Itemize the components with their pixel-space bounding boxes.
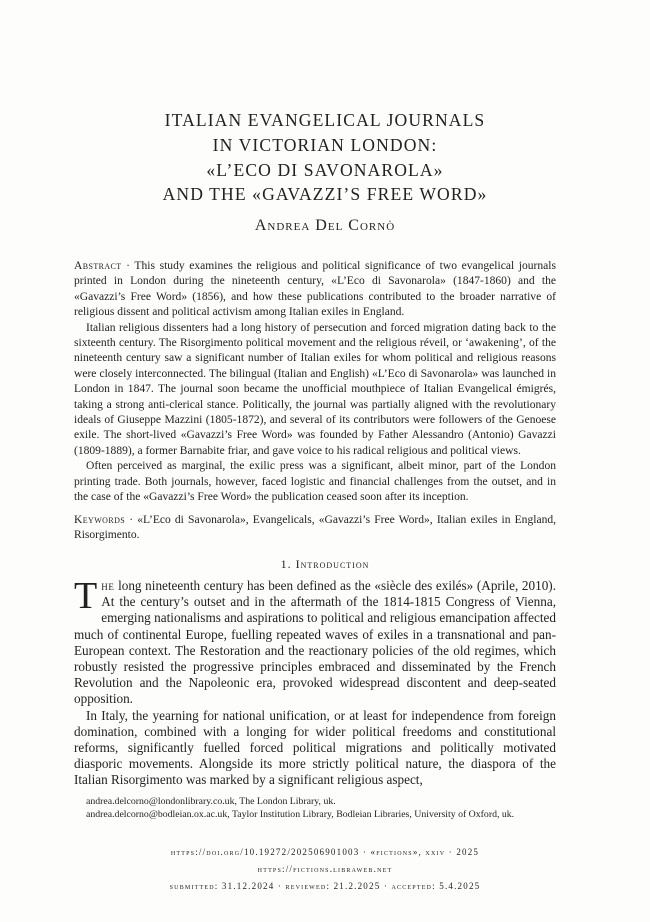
body-paragraph: long nineteenth century has been defined as the «siècle des exilés» (Aprile, 2010). At the century’s outset and in the aftermath of the 1814-1815 Congress of Vienna, emerging nationalisms and aspirations to political and religious emancipation affected much of continental Europe, fuelling repeated waves of exiles in a transnational and pan-European context. The Restoration and the reactionary policies of the old regimes, which robustly resisted the progressive principles embraced and disseminated by the French Revolution and the Napoleonic era, provoked widespread discontent and deep-seated opposition. (74, 578, 556, 707)
submission-dates: submitted: 31.12.2024 · reviewed: 21.2.2025 · accepted: 5.4.2025 (169, 881, 481, 891)
abstract (74, 259, 556, 506)
keywords-text: · «L’Eco di Savonarola», Evangelicals, «Gavazzi’s Free Word», Italian exiles in England, Risorgimento. (74, 514, 556, 542)
body-paragraph: In Italy, the yearning for national unification, or at least for independence from foreign domination, combined with a longing for wider political freedoms and constitutional reforms, significantly fuelled forced political migrations and politically motivated diasporic movements. Alongside its more strictly political nature, the diaspora of the Italian Risorgimento was marked by a significant religious aspect, (74, 707, 556, 788)
title-line: «L’ECO DI SAVONAROLA» (206, 159, 444, 180)
drop-cap: T (74, 575, 98, 617)
abstract-paragraph: Italian religious dissenters had a long history of persecution and forced migration dating back to the sixteenth century. The Risorgimento political movement and the religious réveil, or ‘awakening’, of the nineteenth century saw a significant number of Italian exiles for whom political and religious reasons were closely interconnected. The bilingual (Italian and English) «L’Eco di Savonarola» was launched in London in 1847. The journal soon became the unofficial mouthpiece of Italian Evangelical émigrés, taking a strong anti-clerical stance. Politically, the journal was partially aligned with the revolutionary ideals of Giuseppe Mazzini (1805-1872), and several of its contributors were followers of the Genoese exile. The short-lived «Gavazzi’s Free Word» was founded by Father Alessandro (Antonio) Gavazzi (1809-1889), a former Barnabite friar, and gave voice to his radical religious and political views. (74, 321, 556, 457)
keywords-label: Keywords (74, 514, 126, 526)
title-line: ITALIAN EVANGELICAL JOURNALS (164, 110, 486, 130)
note-line: andrea.delcorno@bodleian.ox.ac.uk, Taylor Institution Library, Bodleian Libraries, University of Oxford, uk. (86, 809, 515, 820)
author-name: Andrea Del Cornò (254, 217, 396, 234)
title-line: IN VICTORIAN LONDON: (212, 134, 438, 155)
journal-url: https://fictions.libraweb.net (257, 864, 393, 874)
keywords (74, 513, 556, 544)
note-line: andrea.delcorno@londonlibrary.co.uk, The London Library, uk. (86, 796, 336, 807)
abstract-label: Abstract (74, 260, 122, 272)
abstract-paragraph: Often perceived as marginal, the exilic press was a significant, albeit minor, part of the London printing trade. Both journals, however, faced logistic and financial challenges from the outset, and in the case of the «Gavazzi’s Free Word» the publication ceased soon after its inception. (74, 460, 556, 504)
introduction-body (74, 575, 556, 789)
affiliation-notes (74, 795, 556, 821)
section-heading: 1. Introduction (280, 557, 370, 571)
title-line: AND THE «GAVAZZI’S FREE WORD» (162, 184, 488, 205)
article-title (0, 108, 650, 207)
lead-word: he (101, 578, 115, 593)
doi-line: https://doi.org/10.19272/202506901003 · «fictions», xxiv · 2025 (170, 847, 480, 857)
abstract-paragraph: · This study examines the religious and political significance of two evangelical journals printed in London during the nineteenth century, «L’Eco di Savonarola» (1847-1860) and the «Gavazzi’s Free Word» (1856), and how these publications contributed to the broader narrative of religious dissent and political activism among Italian exiles in England. (74, 260, 556, 319)
